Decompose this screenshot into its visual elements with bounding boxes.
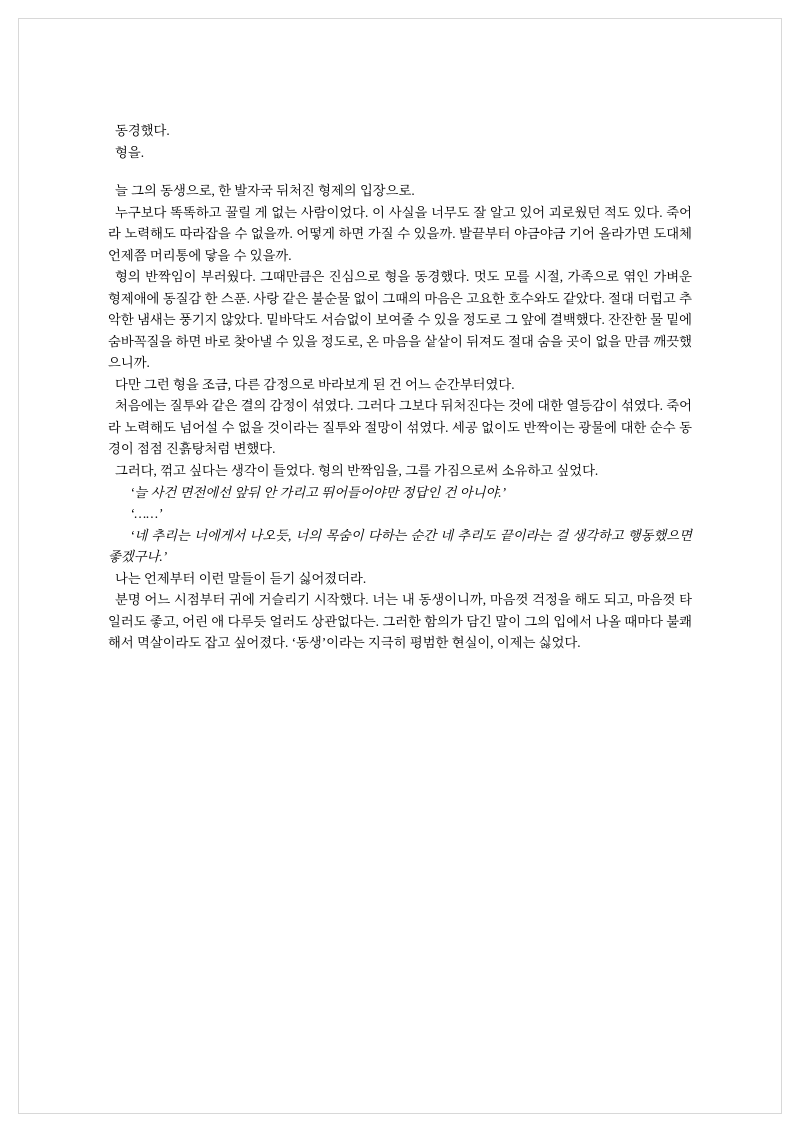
quoted-dialogue: ‘늘 사건 면전에선 앞뒤 안 가리고 뛰어들어야만 정답인 건 아니야.’ [130,484,507,500]
paragraph: 분명 어느 시점부터 귀에 거슬리기 시작했다. 너는 내 동생이니까, 마음껏 걱정을 해도 되고, 마음껏 타일러도 좋고, 어린 애 다루듯 얼러도 상관없다는. 그러한 함의가 담긴 말이 그의 입에서 나올 때마다 불쾌해서 멱살이라도 잡고 싶어졌다. ‘동생’이라는 지극히 평범한 현실이, 이제는 싫었다. [108,592,692,651]
quoted-dialogue: ‘……’ [130,506,163,522]
quoted-dialogue: ‘네 추리는 너에게서 나오듯, 너의 목숨이 다하는 순간 네 추리도 끝이라는 걸 생각하고 행동했으면 좋겠구나.’ [108,527,692,565]
paragraph: 다만 그런 형을 조금, 다른 감정으로 바라보게 된 건 어느 순간부터였다. [115,376,515,392]
paragraph: 나는 언제부터 이런 말들이 듣기 싫어졌더라. [115,570,367,586]
paragraph: 누구보다 똑똑하고 꿀릴 게 없는 사람이었다. 이 사실을 너무도 잘 알고 있어 괴로웠던 적도 있다. 죽어라 노력해도 따라잡을 수 없을까. 어떻게 하면 가질 수 있을까. 발끝부터 야금야금 기어 올라가면 도대체 언제쯤 머리통에 닿을 수 있을까. [108,204,692,263]
paragraph: 그러다, 꺾고 싶다는 생각이 들었다. 형의 반짝임을, 그를 가짐으로써 소유하고 싶었다. [115,462,599,478]
paragraph-spacer [108,163,692,180]
paragraph: 동경했다. [115,123,170,138]
paragraph: 형을. [115,144,145,160]
paragraph: 늘 그의 동생으로, 한 발자국 뒤처진 형제의 입장으로. [115,183,415,199]
document-text-body [108,120,692,654]
paragraph: 형의 반짝임이 부러웠다. 그때만큼은 진심으로 형을 동경했다. 멋도 모를 시절, 가족으로 엮인 가벼운 형제애에 동질감 한 스푼. 사랑 같은 불순물 없이 그때의 마음은 고요한 호수와도 같았다. 절대 더럽고 추악한 냄새는 풍기지 않았다. 밑바닥도 서슴없이 보여줄 수 있을 정도로 그 앞에 결백했다. 잔잔한 물 밑에 숨바꼭질을 하면 바로 찾아낼 수 있을 정도로, 온 마음을 샅샅이 뒤져도 절대 숨을 곳이 없을 만큼 깨끗했으니까. [108,269,692,371]
paragraph: 처음에는 질투와 같은 결의 감정이 섞였다. 그러다 그보다 뒤처진다는 것에 대한 열등감이 섞였다. 죽어라 노력해도 넘어설 수 없을 것이라는 질투와 절망이 섞였다. 세공 없이도 반짝이는 광물에 대한 순수 동경이 점점 진흙탕처럼 변했다. [108,398,692,457]
